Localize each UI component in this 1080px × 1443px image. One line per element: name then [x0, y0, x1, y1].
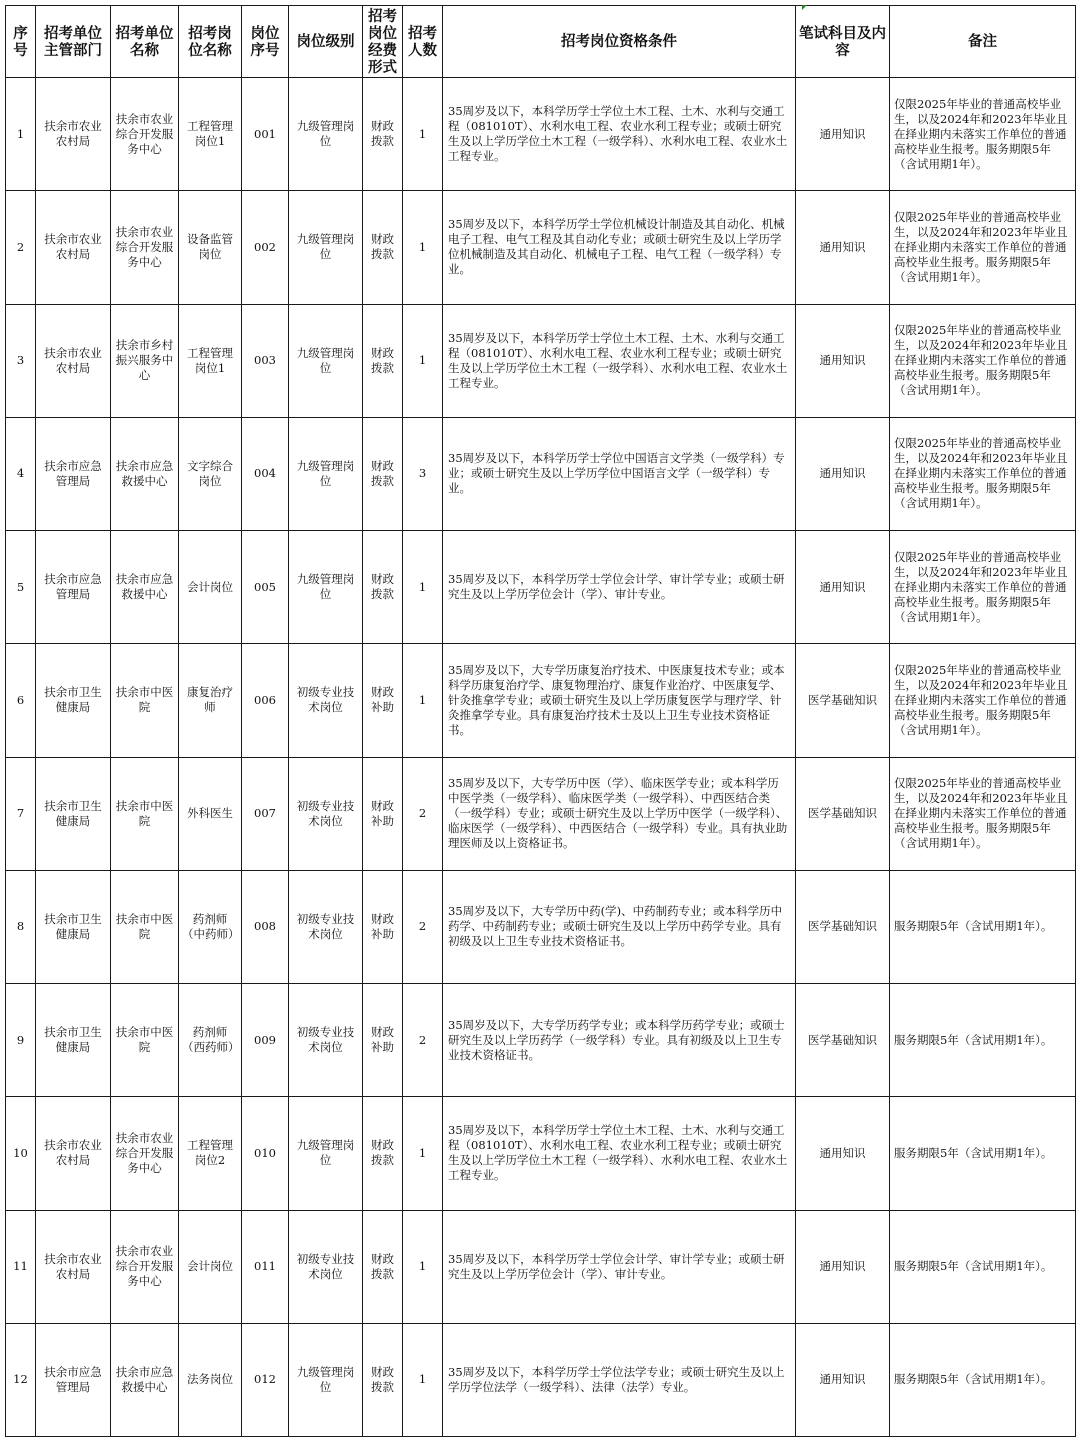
cell-conditions: 35周岁及以下，本科学历学士学位土木工程、土木、水利与交通工程（081010T）、水利水电工程、农业水利工程专业；或硕士研究生及以上学历学位土木工程（一级学科）、水利水电工程、农业水土工程专业。 — [443, 304, 796, 417]
cell-funding: 财政拨款 — [363, 1323, 403, 1436]
cell-remarks: 服务期限5年（含试用期1年）。 — [890, 1210, 1076, 1323]
cell-post-name: 药剂师（中药师） — [179, 870, 242, 983]
cell-unit: 扶余市中医院 — [111, 870, 179, 983]
cell-post-name: 工程管理岗位1 — [179, 304, 242, 417]
cell-funding: 财政补助 — [363, 644, 403, 757]
cell-post-name: 会计岗位 — [179, 1210, 242, 1323]
cell-funding: 财政拨款 — [363, 417, 403, 530]
cell-unit: 扶余市中医院 — [111, 644, 179, 757]
cell-post-no: 007 — [242, 757, 289, 870]
cell-post-name: 外科医生 — [179, 757, 242, 870]
cell-dept: 扶余市农业农村局 — [36, 1210, 111, 1323]
header-exam: 笔试科目及内容 — [796, 6, 890, 78]
cell-count: 1 — [403, 1323, 443, 1436]
cell-conditions: 35周岁及以下，大专学历中医（学）、临床医学专业；或本科学历中医学类（一级学科）、临床医学类（一级学科）、中西医结合类（一级学科）专业；或硕士研究生及以上学历中医学（一级学科）、临床医学（一级学科）、中西医结合（一级学科）专业。具有执业助理医师及以上资格证书。 — [443, 757, 796, 870]
cell-conditions: 35周岁及以下，本科学历学士学位土木工程、土木、水利与交通工程（081010T）、水利水电工程、农业水利工程专业；或硕士研究生及以上学历学位土木工程（一级学科）、水利水电工程、农业水土工程专业。 — [443, 1097, 796, 1210]
cell-dept: 扶余市应急管理局 — [36, 1323, 111, 1436]
cell-count: 2 — [403, 984, 443, 1097]
cell-dept: 扶余市农业农村局 — [36, 78, 111, 191]
cell-funding: 财政拨款 — [363, 531, 403, 644]
cell-post-name: 法务岗位 — [179, 1323, 242, 1436]
cell-count: 1 — [403, 304, 443, 417]
cell-dept: 扶余市农业农村局 — [36, 191, 111, 304]
cell-count: 1 — [403, 78, 443, 191]
cell-funding: 财政拨款 — [363, 304, 403, 417]
table-row — [6, 1097, 1076, 1210]
cell-unit: 扶余市中医院 — [111, 984, 179, 1097]
corner-mark — [802, 5, 807, 10]
cell-dept: 扶余市卫生健康局 — [36, 984, 111, 1097]
cell-post-name: 文字综合岗位 — [179, 417, 242, 530]
cell-remarks: 仅限2025年毕业的普通高校毕业生，以及2024年和2023年毕业且在择业期内未落实工作单位的普通高校毕业生报考。服务期限5年（含试用期1年）。 — [890, 531, 1076, 644]
cell-exam: 医学基础知识 — [796, 757, 890, 870]
cell-level: 初级专业技术岗位 — [289, 644, 363, 757]
cell-post-no: 003 — [242, 304, 289, 417]
header-level: 岗位级别 — [289, 6, 363, 78]
cell-level: 九级管理岗位 — [289, 531, 363, 644]
cell-post-name: 康复治疗师 — [179, 644, 242, 757]
table-row — [6, 417, 1076, 530]
cell-seq: 4 — [6, 417, 36, 530]
cell-count: 3 — [403, 417, 443, 530]
cell-seq: 8 — [6, 870, 36, 983]
cell-unit: 扶余市农业综合开发服务中心 — [111, 1097, 179, 1210]
cell-conditions: 35周岁及以下，本科学历学士学位会计学、审计学专业；或硕士研究生及以上学历学位会计（学）、审计专业。 — [443, 1210, 796, 1323]
cell-remarks: 仅限2025年毕业的普通高校毕业生，以及2024年和2023年毕业且在择业期内未落实工作单位的普通高校毕业生报考。服务期限5年（含试用期1年）。 — [890, 644, 1076, 757]
cell-seq: 1 — [6, 78, 36, 191]
cell-unit: 扶余市农业综合开发服务中心 — [111, 78, 179, 191]
cell-unit: 扶余市应急救援中心 — [111, 417, 179, 530]
cell-seq: 10 — [6, 1097, 36, 1210]
cell-level: 初级专业技术岗位 — [289, 984, 363, 1097]
cell-conditions: 35周岁及以下，本科学历学士学位土木工程、土木、水利与交通工程（081010T）、水利水电工程、农业水利工程专业；或硕士研究生及以上学历学位土木工程（一级学科）、水利水电工程、农业水土工程专业。 — [443, 78, 796, 191]
cell-conditions: 35周岁及以下，本科学历学士学位中国语言文学类（一级学科）专业；或硕士研究生及以上学历学位中国语言文学（一级学科）专业。 — [443, 417, 796, 530]
cell-level: 初级专业技术岗位 — [289, 1210, 363, 1323]
header-seq: 序号 — [6, 6, 36, 78]
header-dept: 招考单位主管部门 — [36, 6, 111, 78]
header-row — [6, 6, 1076, 78]
cell-count: 1 — [403, 531, 443, 644]
table-row — [6, 870, 1076, 983]
header-remarks: 备注 — [890, 6, 1076, 78]
cell-remarks: 仅限2025年毕业的普通高校毕业生，以及2024年和2023年毕业且在择业期内未落实工作单位的普通高校毕业生报考。服务期限5年（含试用期1年）。 — [890, 304, 1076, 417]
cell-dept: 扶余市农业农村局 — [36, 1097, 111, 1210]
cell-remarks: 仅限2025年毕业的普通高校毕业生，以及2024年和2023年毕业且在择业期内未落实工作单位的普通高校毕业生报考。服务期限5年（含试用期1年）。 — [890, 191, 1076, 304]
table-body — [6, 78, 1076, 1437]
cell-conditions: 35周岁及以下，本科学历学士学位法学专业；或硕士研究生及以上学历学位法学（一级学科）、法律（法学）专业。 — [443, 1323, 796, 1436]
cell-post-no: 010 — [242, 1097, 289, 1210]
header-post-name: 招考岗位名称 — [179, 6, 242, 78]
cell-seq: 6 — [6, 644, 36, 757]
cell-seq: 5 — [6, 531, 36, 644]
cell-conditions: 35周岁及以下，大专学历康复治疗技术、中医康复技术专业；或本科学历康复治疗学、康复物理治疗、康复作业治疗、中医康复学、针灸推拿学专业；或硕士研究生及以上学历康复医学与理疗学、针灸推拿学专业。具有康复治疗技术士及以上卫生专业技术资格证书。 — [443, 644, 796, 757]
cell-count: 1 — [403, 644, 443, 757]
table-header — [6, 6, 1076, 78]
cell-exam: 通用知识 — [796, 191, 890, 304]
cell-exam: 通用知识 — [796, 304, 890, 417]
cell-post-no: 011 — [242, 1210, 289, 1323]
cell-funding: 财政拨款 — [363, 78, 403, 191]
cell-dept: 扶余市农业农村局 — [36, 304, 111, 417]
table-row — [6, 191, 1076, 304]
cell-post-name: 药剂师（西药师） — [179, 984, 242, 1097]
cell-level: 九级管理岗位 — [289, 1097, 363, 1210]
cell-post-no: 012 — [242, 1323, 289, 1436]
recruitment-table — [5, 5, 1076, 1437]
recruitment-table-container — [5, 5, 1075, 1437]
cell-count: 1 — [403, 191, 443, 304]
cell-funding: 财政补助 — [363, 757, 403, 870]
cell-exam: 通用知识 — [796, 1097, 890, 1210]
cell-post-no: 004 — [242, 417, 289, 530]
cell-level: 九级管理岗位 — [289, 417, 363, 530]
cell-conditions: 35周岁及以下，本科学历学士学位机械设计制造及其自动化、机械电子工程、电气工程及其自动化专业；或硕士研究生及以上学历学位机械制造及其自动化、机械电子工程、电气工程（一级学科）专业。 — [443, 191, 796, 304]
cell-dept: 扶余市应急管理局 — [36, 531, 111, 644]
table-row — [6, 757, 1076, 870]
cell-post-no: 009 — [242, 984, 289, 1097]
cell-exam: 医学基础知识 — [796, 984, 890, 1097]
cell-funding: 财政拨款 — [363, 191, 403, 304]
cell-seq: 3 — [6, 304, 36, 417]
cell-post-name: 会计岗位 — [179, 531, 242, 644]
cell-dept: 扶余市卫生健康局 — [36, 870, 111, 983]
header-unit: 招考单位名称 — [111, 6, 179, 78]
table-row — [6, 1323, 1076, 1436]
cell-dept: 扶余市应急管理局 — [36, 417, 111, 530]
cell-unit: 扶余市农业综合开发服务中心 — [111, 1210, 179, 1323]
cell-remarks: 服务期限5年（含试用期1年）。 — [890, 984, 1076, 1097]
header-conditions: 招考岗位资格条件 — [443, 6, 796, 78]
table-row — [6, 304, 1076, 417]
cell-exam: 通用知识 — [796, 78, 890, 191]
cell-unit: 扶余市中医院 — [111, 757, 179, 870]
cell-seq: 11 — [6, 1210, 36, 1323]
table-row — [6, 78, 1076, 191]
cell-unit: 扶余市应急救援中心 — [111, 1323, 179, 1436]
cell-post-no: 006 — [242, 644, 289, 757]
cell-level: 初级专业技术岗位 — [289, 870, 363, 983]
cell-level: 九级管理岗位 — [289, 191, 363, 304]
cell-count: 1 — [403, 1097, 443, 1210]
cell-exam: 医学基础知识 — [796, 870, 890, 983]
cell-exam: 通用知识 — [796, 531, 890, 644]
cell-level: 九级管理岗位 — [289, 78, 363, 191]
cell-conditions: 35周岁及以下，本科学历学士学位会计学、审计学专业；或硕士研究生及以上学历学位会计（学）、审计专业。 — [443, 531, 796, 644]
cell-dept: 扶余市卫生健康局 — [36, 757, 111, 870]
header-count: 招考人数 — [403, 6, 443, 78]
cell-level: 初级专业技术岗位 — [289, 757, 363, 870]
cell-funding: 财政补助 — [363, 870, 403, 983]
cell-exam: 通用知识 — [796, 1323, 890, 1436]
cell-post-name: 工程管理岗位1 — [179, 78, 242, 191]
cell-remarks: 仅限2025年毕业的普通高校毕业生，以及2024年和2023年毕业且在择业期内未落实工作单位的普通高校毕业生报考。服务期限5年（含试用期1年）。 — [890, 417, 1076, 530]
cell-remarks: 服务期限5年（含试用期1年）。 — [890, 870, 1076, 983]
header-post-no: 岗位序号 — [242, 6, 289, 78]
cell-level: 九级管理岗位 — [289, 304, 363, 417]
cell-seq: 12 — [6, 1323, 36, 1436]
cell-remarks: 服务期限5年（含试用期1年）。 — [890, 1323, 1076, 1436]
cell-post-no: 001 — [242, 78, 289, 191]
cell-remarks: 仅限2025年毕业的普通高校毕业生，以及2024年和2023年毕业且在择业期内未落实工作单位的普通高校毕业生报考。服务期限5年（含试用期1年）。 — [890, 78, 1076, 191]
cell-dept: 扶余市卫生健康局 — [36, 644, 111, 757]
cell-funding: 财政拨款 — [363, 1210, 403, 1323]
table-row — [6, 1210, 1076, 1323]
cell-post-name: 设备监管岗位 — [179, 191, 242, 304]
table-row — [6, 644, 1076, 757]
cell-post-no: 008 — [242, 870, 289, 983]
cell-post-no: 002 — [242, 191, 289, 304]
cell-remarks: 服务期限5年（含试用期1年）。 — [890, 1097, 1076, 1210]
cell-seq: 7 — [6, 757, 36, 870]
cell-exam: 医学基础知识 — [796, 644, 890, 757]
cell-unit: 扶余市乡村振兴服务中心 — [111, 304, 179, 417]
cell-count: 2 — [403, 757, 443, 870]
table-row — [6, 984, 1076, 1097]
cell-remarks: 仅限2025年毕业的普通高校毕业生，以及2024年和2023年毕业且在择业期内未落实工作单位的普通高校毕业生报考。服务期限5年（含试用期1年）。 — [890, 757, 1076, 870]
cell-seq: 2 — [6, 191, 36, 304]
cell-exam: 通用知识 — [796, 1210, 890, 1323]
cell-funding: 财政补助 — [363, 984, 403, 1097]
cell-unit: 扶余市应急救援中心 — [111, 531, 179, 644]
cell-funding: 财政拨款 — [363, 1097, 403, 1210]
header-funding: 招考岗位经费形式 — [363, 6, 403, 78]
cell-seq: 9 — [6, 984, 36, 1097]
cell-unit: 扶余市农业综合开发服务中心 — [111, 191, 179, 304]
cell-conditions: 35周岁及以下，大专学历中药(学)、中药制药专业；或本科学历中药学、中药制药专业；或硕士研究生及以上学历中药学专业。具有初级及以上卫生专业技术资格证书。 — [443, 870, 796, 983]
cell-post-name: 工程管理岗位2 — [179, 1097, 242, 1210]
table-row — [6, 531, 1076, 644]
cell-count: 1 — [403, 1210, 443, 1323]
cell-conditions: 35周岁及以下，大专学历药学专业；或本科学历药学专业；或硕士研究生及以上学历药学（一级学科）专业。具有初级及以上卫生专业技术资格证书。 — [443, 984, 796, 1097]
cell-count: 2 — [403, 870, 443, 983]
cell-exam: 通用知识 — [796, 417, 890, 530]
cell-post-no: 005 — [242, 531, 289, 644]
cell-level: 九级管理岗位 — [289, 1323, 363, 1436]
